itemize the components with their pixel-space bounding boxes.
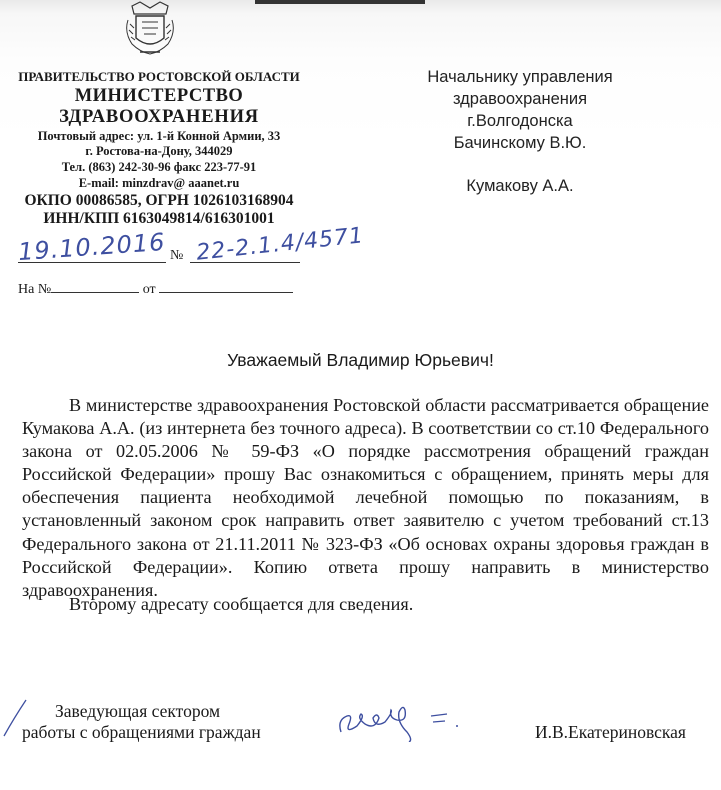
recipient-line-2: здравоохранения (452, 90, 588, 108)
recipient-line-4: Бачинскому В.Ю. (453, 134, 587, 152)
ministry-title-line1: МИНИСТЕРСТВО (74, 86, 244, 106)
postal-address: Почтовый адрес: ул. 1-й Конной Армии, 33 (37, 129, 281, 143)
recipient-line-5: Кумакову А.А. (466, 177, 574, 195)
signer-name: И.В.Екатериновская (535, 722, 686, 742)
redacted-area (400, 196, 655, 288)
reply-date-blank (159, 280, 293, 293)
handwritten-number: 22-2.1.4/4571 (195, 223, 366, 266)
greeting: Уважаемый Владимир Юрьевич! (227, 350, 494, 370)
okpo-ogrn: ОКПО 00086585, ОГРН 1026103168904 (24, 192, 294, 209)
signer-position-line2: работы с обращениями граждан (22, 722, 261, 742)
handwritten-signature (335, 692, 475, 742)
phone-fax: Тел. (863) 242-30-96 факс 223-77-91 (61, 160, 257, 174)
number-underline (190, 262, 300, 263)
scan-edge-bar (255, 0, 425, 4)
reply-from-label: от (142, 282, 156, 297)
reply-reference (18, 280, 293, 298)
ministry-title-line2: ЗДРАВООХРАНЕНИЯ (59, 107, 259, 127)
city-postcode: г. Ростова-на-Дону, 344029 (85, 144, 233, 158)
government-name: ПРАВИТЕЛЬСТВО РОСТОВСКОЙ ОБЛАСТИ (18, 69, 300, 84)
recipient-line-1: Начальнику управления (427, 68, 613, 86)
reply-number-blank (51, 280, 139, 293)
second-addressee-note: Второму адресату сообщается для сведения. (69, 594, 414, 614)
date-underline (18, 262, 166, 263)
recipient-line-3: г.Волгодонска (467, 112, 573, 130)
signer-position-line1: Заведующая сектором (55, 701, 221, 721)
reply-number-label: На № (18, 282, 52, 297)
letter-body: В министерстве здравоохранения Ростовской области рассматривается обращение Кумакова А.А. (из интернета без точного адреса). В соответствии со ст.10 Федерального закона от 02.05.2006 № 59-ФЗ «О порядке рассмотрения обращений граждан Российской Федерации» прошу Вас ознакомиться с обращением, принять меры для обеспечения пациента необходимой лечебной помощью по показаниям, в установленный законом срок направить ответ заявителю с учетом требований ст.13 Федерального закона от 21.11.2011 № 323-ФЗ «Об основах охраны здоровья граждан в Российской Федерации». Копию ответа прошу направить в министерство здравоохранения. (22, 395, 709, 600)
coat-of-arms-emblem (122, 0, 178, 58)
inn-kpp: ИНН/КПП 6163049814/616301001 (43, 210, 275, 227)
handwritten-date: 19.10.2016 (17, 227, 167, 267)
number-label: № (170, 248, 184, 263)
email-address: E-mail: minzdrav@ aaanet.ru (78, 176, 240, 190)
